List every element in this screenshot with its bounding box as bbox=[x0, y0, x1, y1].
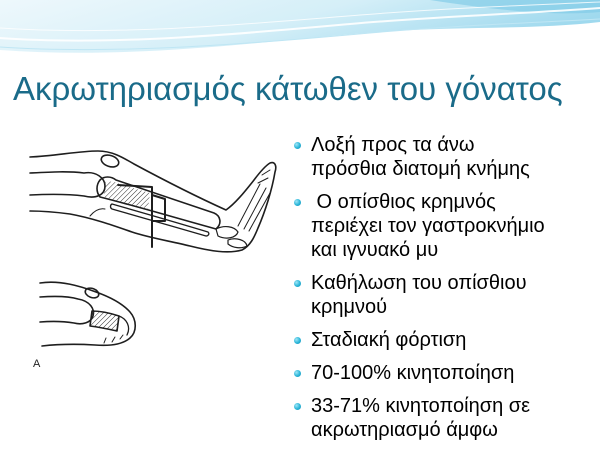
bullet-text-line: Ο οπίσθιος κρημνός bbox=[311, 191, 496, 213]
stump-skin-outline bbox=[40, 282, 135, 346]
bullet-text-line: ακρωτηριασμό άμφω bbox=[311, 419, 498, 441]
posterior-flap-fold bbox=[119, 316, 129, 335]
bullet-text-line: πρόσθια διατομή κνήμης bbox=[311, 158, 530, 180]
figure-label: A bbox=[33, 358, 41, 370]
stump-femur bbox=[40, 296, 93, 323]
stump-tibia-cut-end bbox=[90, 311, 119, 331]
bullet-text-line: Καθήλωση του οπίσθιου bbox=[311, 272, 527, 294]
bullet-text-line: κρημνού bbox=[311, 296, 388, 318]
bullet-item bbox=[290, 271, 595, 319]
bullet-text-line: 33-71% κινητοποίηση σε bbox=[311, 395, 531, 417]
bullet-item bbox=[290, 328, 595, 352]
bullet-text-line: και ιγνυακό μυ bbox=[311, 239, 439, 261]
talus-bone bbox=[216, 227, 238, 238]
bullet-dot-icon bbox=[294, 280, 301, 287]
stump-side-view bbox=[40, 282, 135, 346]
bullet-item bbox=[290, 133, 595, 181]
femur-distal bbox=[30, 172, 105, 197]
bullet-dot-icon bbox=[294, 403, 301, 410]
bullet-item bbox=[290, 190, 595, 262]
slide-title: Ακρωτηριασμός κάτωθεν του γόνατος bbox=[13, 70, 563, 107]
calcaneus-bone bbox=[228, 239, 247, 248]
bullet-text-line: Λοξή προς τα άνω bbox=[311, 134, 475, 156]
bullet-dot-icon bbox=[294, 142, 301, 149]
bullet-dot-icon bbox=[294, 370, 301, 377]
stump-patella bbox=[84, 286, 100, 299]
bullet-text-line: Σταδιακή φόρτιση bbox=[311, 329, 467, 351]
bullet-item bbox=[290, 394, 595, 442]
bullet-dot-icon bbox=[294, 199, 301, 206]
bullet-dot-icon bbox=[294, 337, 301, 344]
bullet-text-line: 70-100% κινητοποίηση bbox=[311, 362, 515, 384]
flap-sutures bbox=[104, 335, 123, 343]
header-wave-decoration bbox=[0, 0, 600, 64]
leg-side-view bbox=[30, 151, 276, 252]
bullet-list bbox=[290, 133, 595, 450]
bullet-item bbox=[290, 361, 595, 385]
bullet-text-line: περιέχει τον γαστροκνήμιο bbox=[311, 215, 545, 237]
popliteal-crease bbox=[90, 209, 105, 216]
amputation-illustration bbox=[26, 146, 282, 376]
